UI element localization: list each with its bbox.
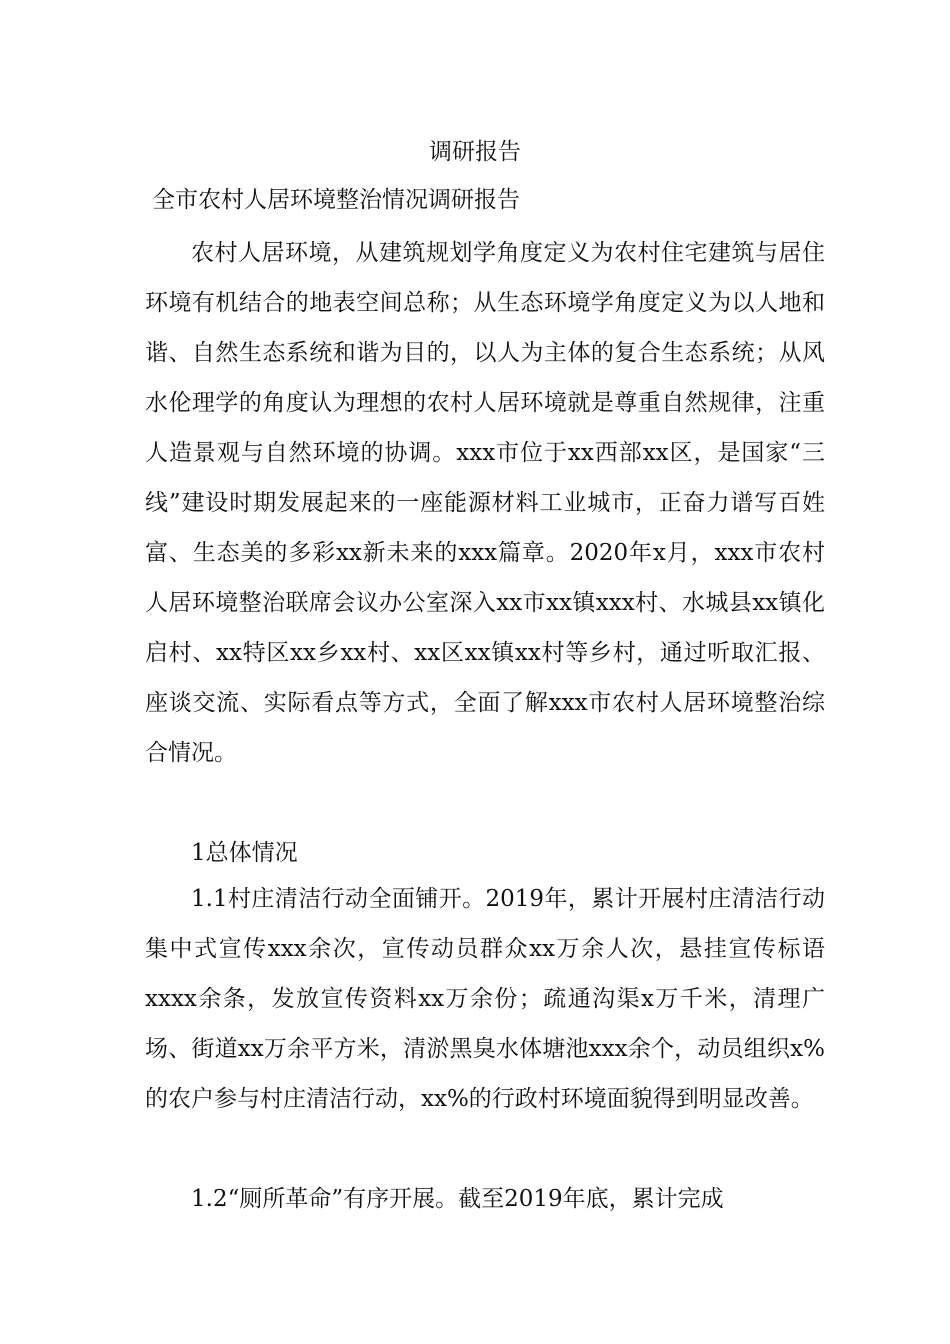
intro-paragraph: 农村人居环境，从建筑规划学角度定义为农村住宅建筑与居住环境有机结合的地表空间总称；从生态环境学角度定义为以人地和谐、自然生态系统和谐为目的，以人为主体的复合生态系统；从风水伦理学的角度认为理想的农村人居环境就是尊重自然规律，注重人造景观与自然环境的协调。xxx市位于xx西部xx区，是国家“三线”建设时期发展起来的一座能源材料工业城市，正奋力谱写百姓富、生态美的多彩xx新未来的xxx篇章。2020年x月，xxx市农村人居环境整治联席会议办公室深入xx市xx镇xxx村、水城县xx镇化启村、xx特区xx乡xx村、xx区xx镇xx村等乡村，通过听取汇报、座谈交流、实际看点等方式，全面了解xxx市农村人居环境整治综合情况。: [145, 240, 825, 766]
village-cleaning-paragraph: 1.1村庄清洁行动全面铺开。2019年，累计开展村庄清洁行动集中式宣传xxx余次，宣传动员群众xx万余人次，悬挂宣传标语xxxx余条，发放宣传资料xx万余份；疏通沟渠x万千米，清理广场、街道xx万余平方米，清淤黑臭水体塘池xxx余个，动员组织x%的农户参与村庄清洁行动，xx%的行政村环境面貌得到明显改善。: [145, 886, 825, 1112]
section-heading-overall: 1总体情况: [191, 840, 298, 866]
document-title: 调研报告: [429, 139, 521, 165]
toilet-revolution-paragraph: 1.2“厕所革命”有序开展。截至2019年底，累计完成: [191, 1186, 724, 1212]
report-subtitle: 全市农村人居环境整治情况调研报告: [152, 187, 520, 213]
